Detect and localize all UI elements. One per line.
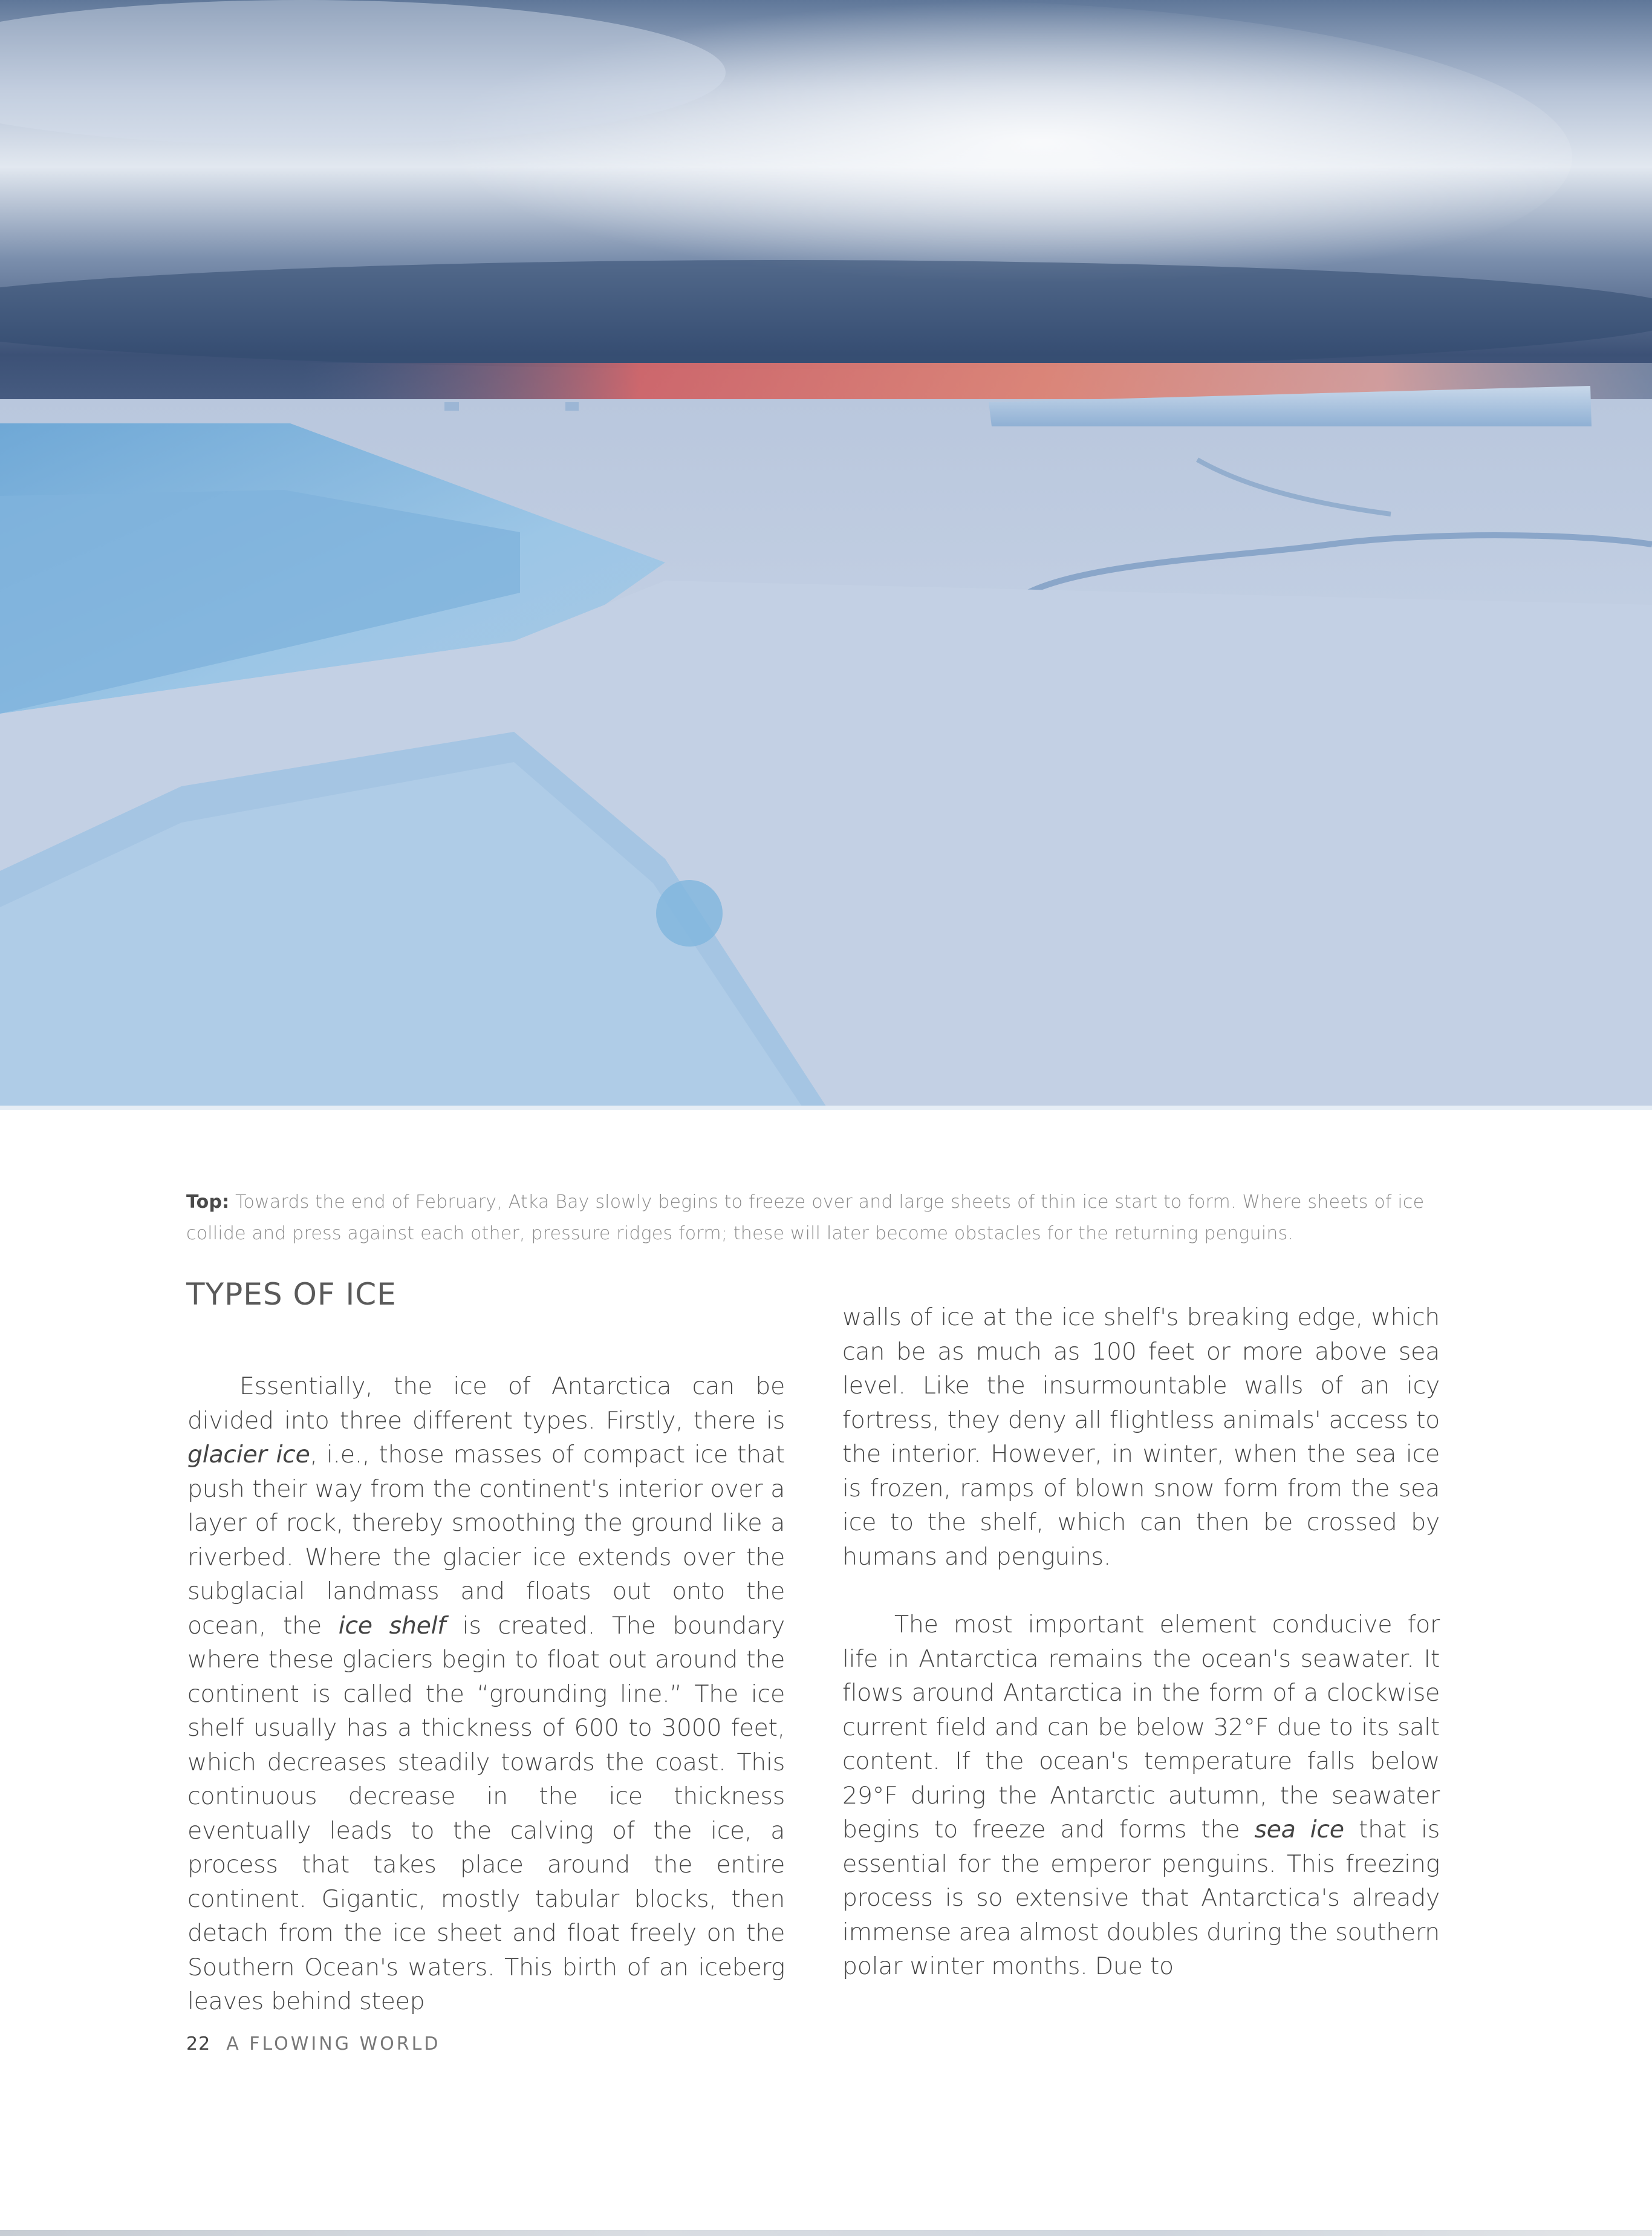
caption-text: Towards the end of February, Atka Bay slowly begins to freeze over and large sheets of thin ice start to form. Where sheets of ice collide and press against each other, pressure ridges form; these will later become obstacles for the returning penguins. xyxy=(186,1191,1425,1244)
paragraph-gap xyxy=(842,1574,1440,1608)
page-footer xyxy=(186,2033,440,2055)
section-heading: TYPES OF ICE xyxy=(186,1277,397,1312)
term-ice-shelf: ice shelf xyxy=(338,1611,446,1640)
text-run: Essentially, the ice of Antarctica can be divided into three different types. Firstly, there is xyxy=(187,1372,785,1435)
text-run: , i.e., those masses of compact ice that push their way from the continent's interior over a layer of rock, thereby smoothing the ground like a riverbed. Where the glacier ice extends over the subglacial landmass and floats out onto the ocean, the xyxy=(187,1441,785,1640)
body-column-right xyxy=(842,1300,1440,1984)
text-run: that is essential for the emperor penguins. This freezing process is so extensive that Antarctica's already immense area almost doubles during the southern polar winter months. Due to xyxy=(842,1816,1440,1980)
term-glacier-ice: glacier ice xyxy=(187,1441,310,1468)
caption-lead: Top: xyxy=(186,1191,230,1213)
text-run: is created. The boundary where these glaciers begin to float out around the continent is called the “grounding line.” The ice shelf usually has a thickness of 600 to 3000 feet, which decreases steadily towards the coast. This continuous decrease in the ice thickness eventually leads to the calving of the ice, a process that takes place around the entire continent. Gigantic, mostly tabular blocks, then detach from the ice sheet and float freely on the Southern Ocean's waters. This birth of an iceberg leaves behind steep xyxy=(187,1611,785,2015)
antarctic-landscape-image xyxy=(0,0,1652,1110)
text-run: The most important element conducive for life in Antarctica remains the ocean's seawater. It flows around Antarctica in the form of a clockwise current field and can be below 32°F due to its salt content. If the ocean's temperature falls below 29°F during the Antarctic autumn, the seawater begins to freeze and forms the xyxy=(842,1611,1440,1843)
running-title: A FLOWING WORLD xyxy=(226,2033,441,2055)
paragraph-types-of-ice xyxy=(187,1369,785,2019)
body-column-left xyxy=(187,1369,785,2019)
hero-photo xyxy=(0,0,1652,1110)
paragraph-seawater xyxy=(842,1608,1440,1984)
term-sea-ice: sea ice xyxy=(1254,1816,1344,1843)
paragraph-ice-walls: walls of ice at the ice shelf's breaking edge, which can be as much as 100 feet or more above sea level. Like the insurmountable walls of an icy fortress, they deny all flightless animals' access to the interior. However, in winter, when the sea ice is frozen, ramps of blown snow form from the sea ice to the shelf, which can then be crossed by humans and penguins. xyxy=(842,1303,1440,1571)
photo-caption xyxy=(186,1187,1438,1250)
page-number: 22 xyxy=(186,2033,211,2055)
scan-edge xyxy=(0,2230,1652,2236)
